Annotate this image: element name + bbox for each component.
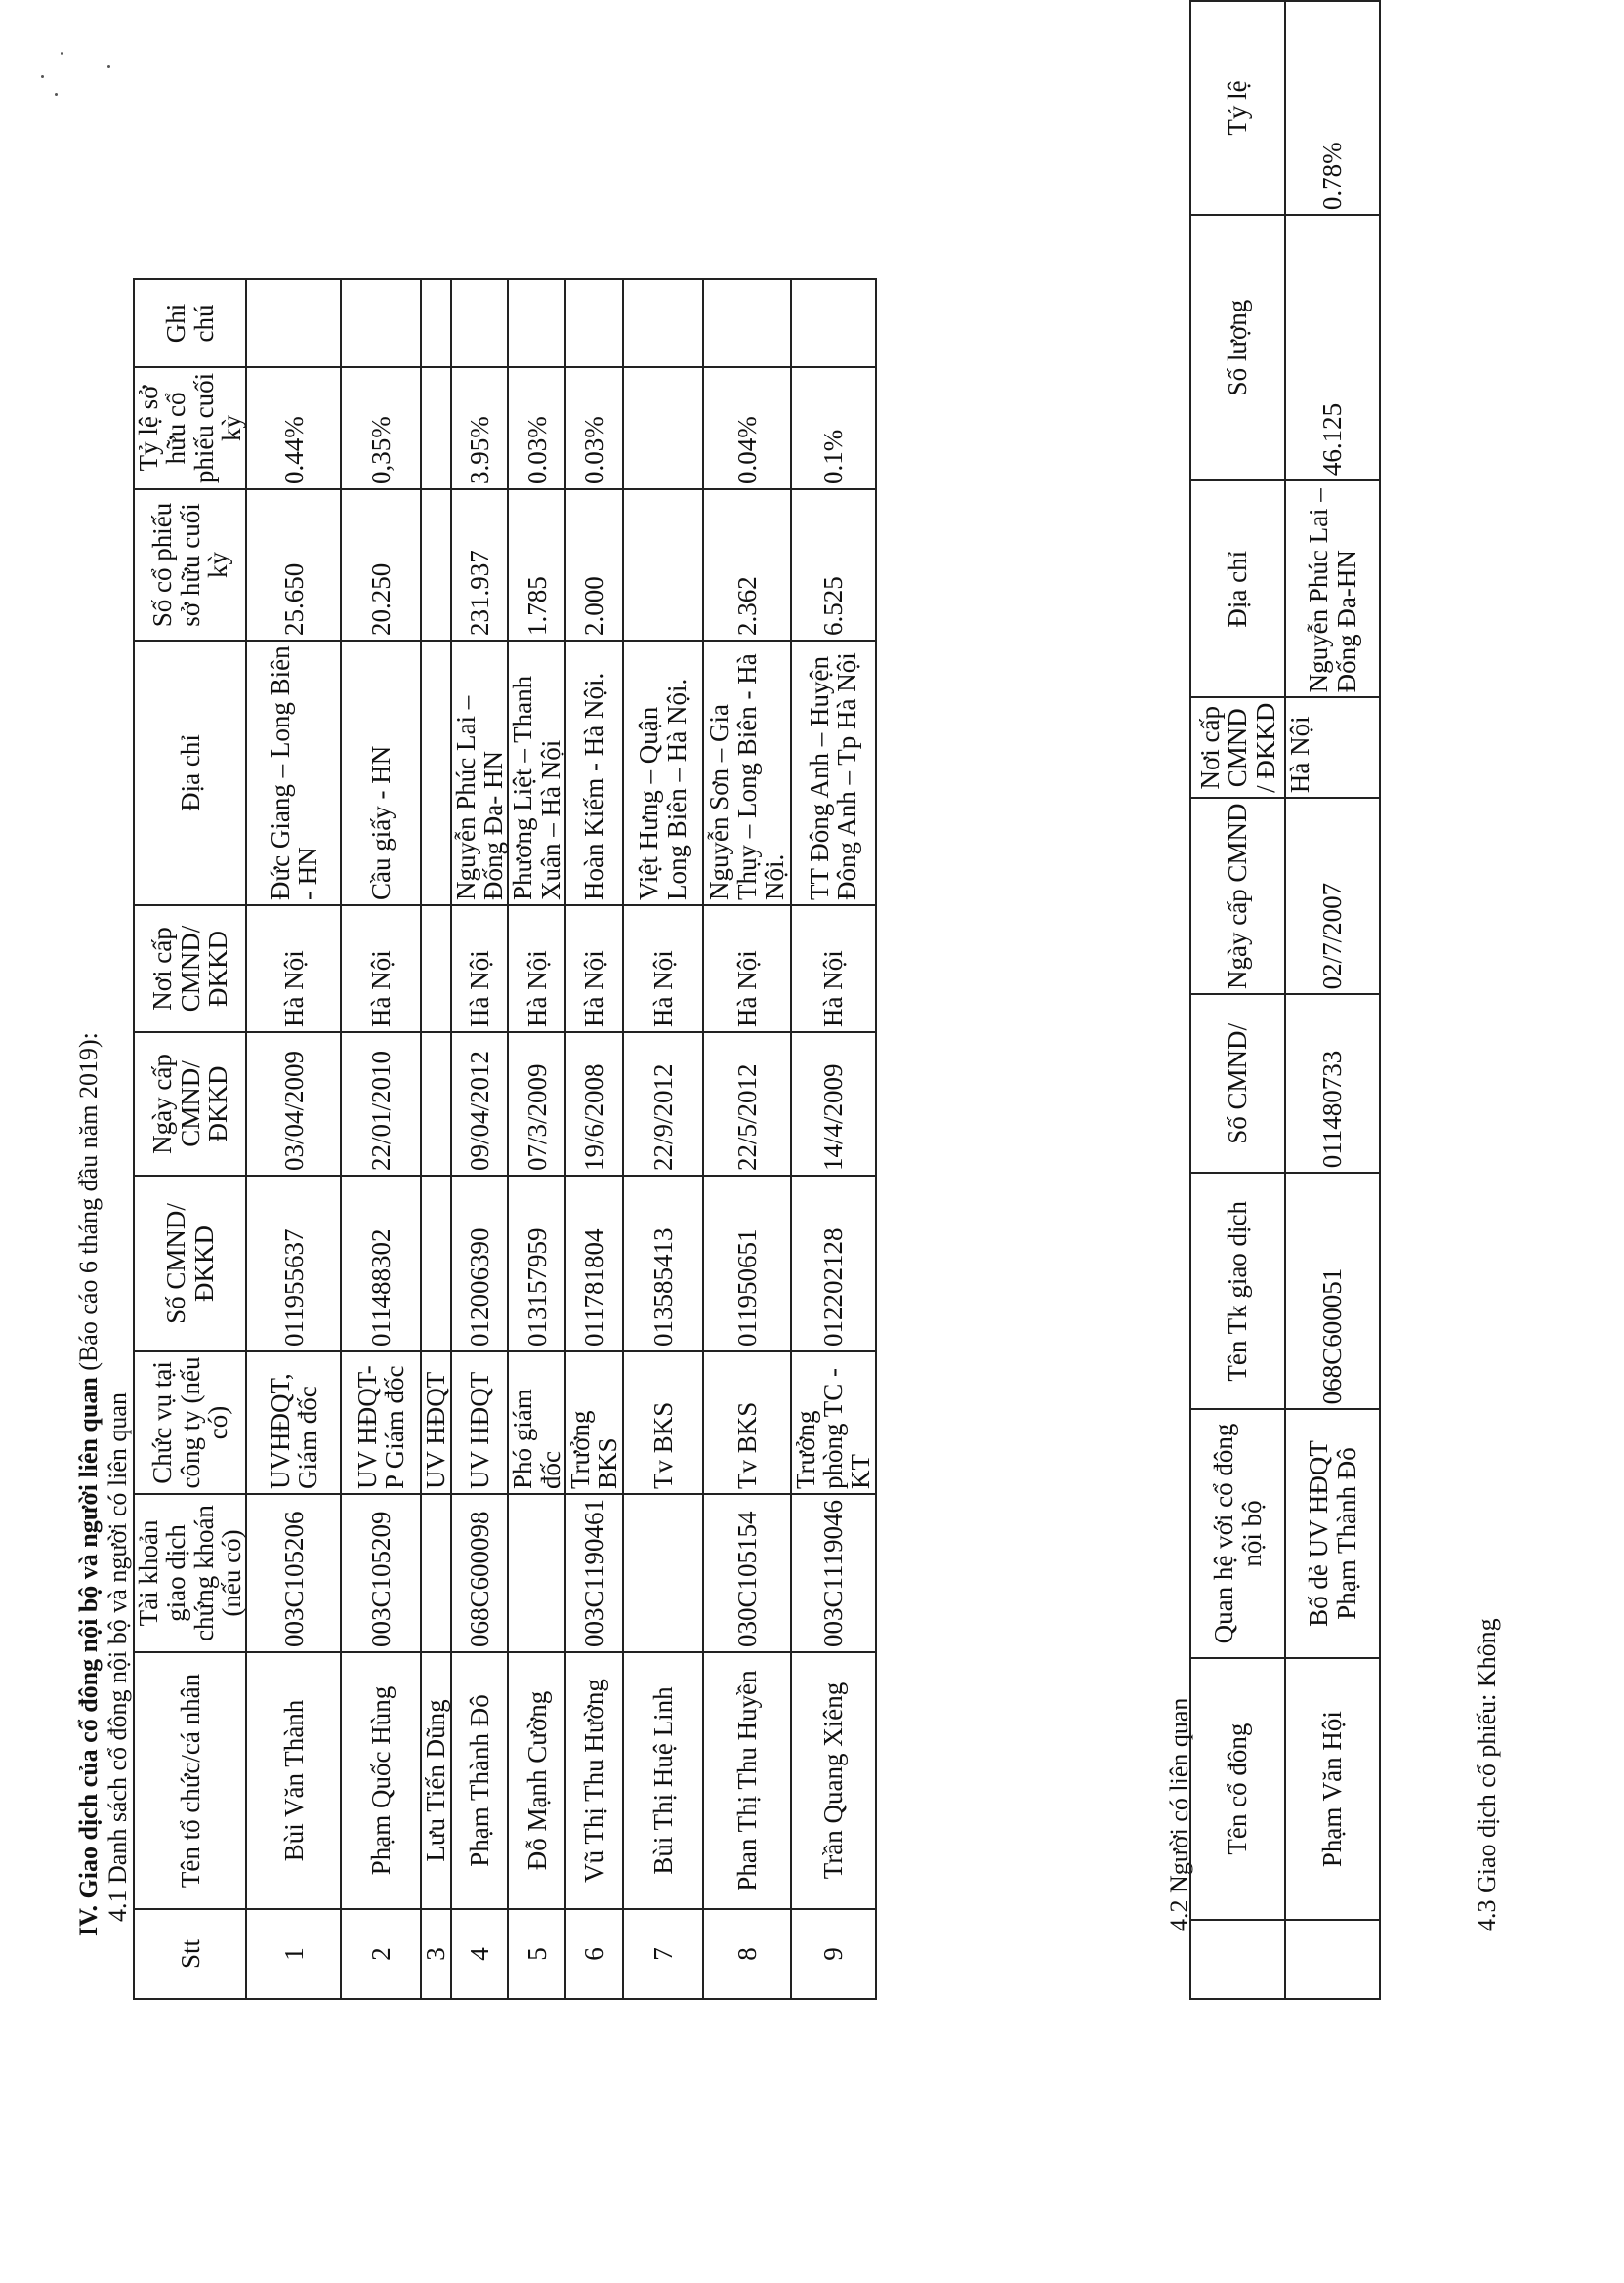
table-cell: Trưởng BKS <box>565 1351 623 1494</box>
table-cell: 2.362 <box>703 489 791 641</box>
table-cell: 068C600051 <box>1285 1173 1380 1409</box>
table-cell: 3 <box>421 1909 450 1999</box>
header-cell: Tài khoản giao dịch chứng khoán (nếu có) <box>134 1494 246 1652</box>
table-cell <box>623 489 703 641</box>
table-cell: Phương Liệt – Thanh Xuân – Hà Nội <box>508 641 565 905</box>
part-41-title: 4.1 Danh sách cổ đông nội bộ và người có liên quan <box>104 1392 132 1922</box>
header-cell: Nơi cấp CMND/ ĐKKD <box>134 905 246 1032</box>
table-cell: Hà Nội <box>791 905 876 1032</box>
table-cell: Tv BKS <box>703 1351 791 1494</box>
table-cell: 011955637 <box>246 1176 341 1351</box>
table-cell <box>623 1494 703 1652</box>
table-cell <box>421 489 450 641</box>
section-title: Giao dịch của cổ đông nội bộ và người liên quan <box>74 1377 103 1899</box>
table-cell: Nguyễn Phúc Lai – Đống Đa- HN <box>451 641 509 905</box>
header-cell: Số lượng <box>1190 215 1285 480</box>
table-cell: 14/4/2009 <box>791 1032 876 1176</box>
table-cell: 012202128 <box>791 1176 876 1351</box>
table-cell: 003C105206 <box>246 1494 341 1652</box>
table-cell: UV HĐQT-P Giám đốc <box>341 1351 421 1494</box>
header-cell: Tên Tk giao dịch <box>1190 1173 1285 1409</box>
header-cell: Tỷ lệ sở hữu cổ phiếu cuối kỳ <box>134 367 246 489</box>
table-cell: Phó giám đốc <box>508 1351 565 1494</box>
table-cell <box>421 641 450 905</box>
table-cell <box>508 279 565 367</box>
table-cell: Hà Nội <box>341 905 421 1032</box>
table-cell: 068C600098 <box>451 1494 509 1652</box>
table-cell: 003C1119046 <box>791 1494 876 1652</box>
header-cell: Stt <box>134 1909 246 1999</box>
table-cell <box>246 279 341 367</box>
table-cell <box>421 905 450 1032</box>
table-cell <box>623 367 703 489</box>
table-cell: Đỗ Mạnh Cường <box>508 1652 565 1909</box>
table-cell: Lưu Tiến Dũng <box>421 1652 450 1909</box>
table-cell: 03/04/2009 <box>246 1032 341 1176</box>
table-cell: 013157959 <box>508 1176 565 1351</box>
insider-table-row <box>341 279 421 1999</box>
table-cell: Hà Nội <box>508 905 565 1032</box>
table-cell: 0.1% <box>791 367 876 489</box>
table-cell: 3.95% <box>451 367 509 489</box>
section-note: (Báo cáo 6 tháng đầu năm 2019): <box>74 1032 103 1371</box>
header-cell: Số CMND/ ĐKKD <box>134 1176 246 1351</box>
header-cell: Địa chỉ <box>1190 480 1285 697</box>
table-cell: 011950651 <box>703 1176 791 1351</box>
insider-table-row <box>421 279 450 1999</box>
table-cell: Hà Nội <box>451 905 509 1032</box>
table-cell: 07/3/2009 <box>508 1032 565 1176</box>
insider-table-row <box>791 279 876 1999</box>
insider-table-header <box>134 279 246 1999</box>
insider-table-row <box>623 279 703 1999</box>
table-cell: 7 <box>623 1909 703 1999</box>
table-cell: 030C105154 <box>703 1494 791 1652</box>
related-table <box>1189 0 1381 2000</box>
table-cell: Hoàn Kiếm - Hà Nội. <box>565 641 623 905</box>
insider-table-row <box>703 279 791 1999</box>
table-cell <box>1285 1921 1380 2000</box>
table-cell <box>421 1176 450 1351</box>
header-cell: Tên tổ chức/cá nhân <box>134 1652 246 1909</box>
table-cell <box>791 279 876 367</box>
header-cell: Số cổ phiếu sở hữu cuối kỳ <box>134 489 246 641</box>
table-cell: Việt Hưng – Quận Long Biên – Hà Nội. <box>623 641 703 905</box>
header-cell: Ngày cấp CMND <box>1190 798 1285 994</box>
table-cell: 46.125 <box>1285 215 1380 480</box>
header-cell: Ghi chú <box>134 279 246 367</box>
table-cell: 0.04% <box>703 367 791 489</box>
table-cell: 9 <box>791 1909 876 1999</box>
table-cell: 2.000 <box>565 489 623 641</box>
table-cell: TT Đông Anh – Huyện Đông Anh – Tp Hà Nội <box>791 641 876 905</box>
table-cell: UV HĐQT <box>421 1351 450 1494</box>
table-cell: Phan Thị Thu Huyền <box>703 1652 791 1909</box>
table-cell: 6 <box>565 1909 623 1999</box>
table-cell: UV HĐQT <box>451 1351 509 1494</box>
table-cell: Hà Nội <box>703 905 791 1032</box>
insider-table-row <box>508 279 565 1999</box>
part-43-title: 4.3 Giao dịch cổ phiếu: Không <box>1473 1618 1501 1931</box>
table-cell <box>421 1032 450 1176</box>
header-cell: Chức vụ tại công ty (nếu có) <box>134 1351 246 1494</box>
table-cell: 011781804 <box>565 1176 623 1351</box>
table-cell <box>421 1494 450 1652</box>
table-cell: 22/9/2012 <box>623 1032 703 1176</box>
table-cell: 0,35% <box>341 367 421 489</box>
table-cell: 0.78% <box>1285 1 1380 215</box>
table-cell: Bùi Thị Huệ Linh <box>623 1652 703 1909</box>
table-cell: Hà Nội <box>246 905 341 1032</box>
table-cell: Phạm Quốc Hùng <box>341 1652 421 1909</box>
table-cell: Cầu giấy - HN <box>341 641 421 905</box>
related-table-header <box>1190 1 1285 1999</box>
table-cell: Đức Giang – Long Biên - HN <box>246 641 341 905</box>
header-cell <box>1190 1921 1285 2000</box>
header-cell: Quan hệ với cổ đông nội bộ <box>1190 1409 1285 1657</box>
table-cell: 25.650 <box>246 489 341 641</box>
table-cell: 011488302 <box>341 1176 421 1351</box>
header-cell: Tỷ lệ <box>1190 1 1285 215</box>
table-cell: 1.785 <box>508 489 565 641</box>
table-cell: 19/6/2008 <box>565 1032 623 1176</box>
table-cell <box>703 279 791 367</box>
table-cell: 1 <box>246 1909 341 1999</box>
table-cell: Nguyễn Phúc Lai – Đống Đa-HN <box>1285 480 1380 697</box>
table-cell: Hà Nội <box>623 905 703 1032</box>
section-heading <box>74 1032 104 1936</box>
table-cell: Tv BKS <box>623 1351 703 1494</box>
table-cell: 0.44% <box>246 367 341 489</box>
table-cell: 5 <box>508 1909 565 1999</box>
header-cell: Số CMND/ <box>1190 994 1285 1173</box>
header-cell: Ngày cấp CMND/ ĐKKD <box>134 1032 246 1176</box>
header-cell: Tên cổ đông <box>1190 1658 1285 1921</box>
table-cell: Trưởng phòng TC - KT <box>791 1351 876 1494</box>
header-cell: Địa chỉ <box>134 641 246 905</box>
table-cell: 4 <box>451 1909 509 1999</box>
table-cell: 012006390 <box>451 1176 509 1351</box>
insider-table-row <box>451 279 509 1999</box>
table-cell: 011480733 <box>1285 994 1380 1173</box>
table-cell: 20.250 <box>341 489 421 641</box>
table-cell <box>565 279 623 367</box>
table-cell <box>623 279 703 367</box>
table-cell: UVHĐQT, Giám đốc <box>246 1351 341 1494</box>
insider-table-row <box>565 279 623 1999</box>
table-cell: 8 <box>703 1909 791 1999</box>
table-cell: 02/7/2007 <box>1285 798 1380 994</box>
table-cell: Vũ Thị Thu Hường <box>565 1652 623 1909</box>
table-cell: Phạm Thành Đô <box>451 1652 509 1909</box>
table-cell <box>341 279 421 367</box>
table-cell: 003C1190461 <box>565 1494 623 1652</box>
insider-table-row <box>246 279 341 1999</box>
table-cell <box>421 367 450 489</box>
table-cell <box>508 1494 565 1652</box>
table-cell: Bố đẻ UV HĐQT Phạm Thành Đô <box>1285 1409 1380 1657</box>
table-cell: Trần Quang Xiêng <box>791 1652 876 1909</box>
table-cell: 22/5/2012 <box>703 1032 791 1176</box>
insider-table <box>133 278 877 2000</box>
section-number: IV. <box>74 1904 103 1936</box>
table-cell: 0.03% <box>508 367 565 489</box>
part-42-title: 4.2 Người có liên quan <box>1165 1697 1193 1931</box>
table-cell: Hà Nội <box>565 905 623 1032</box>
table-cell: Hà Nội <box>1285 697 1380 798</box>
table-cell: Nguyễn Sơn – Gia Thụy – Long Biên - Hà Nội. <box>703 641 791 905</box>
table-cell <box>451 279 509 367</box>
table-cell: Bùi Văn Thành <box>246 1652 341 1909</box>
related-table-row <box>1285 1 1380 1999</box>
table-cell: Phạm Văn Hội <box>1285 1658 1380 1921</box>
table-cell: 231.937 <box>451 489 509 641</box>
table-cell <box>421 279 450 367</box>
table-cell: 003C105209 <box>341 1494 421 1652</box>
table-cell: 2 <box>341 1909 421 1999</box>
table-cell: 013585413 <box>623 1176 703 1351</box>
table-cell: 6.525 <box>791 489 876 641</box>
header-cell: Nơi cấp CMND / ĐKKD <box>1190 697 1285 798</box>
table-cell: 22/01/2010 <box>341 1032 421 1176</box>
table-cell: 0.03% <box>565 367 623 489</box>
table-cell: 09/04/2012 <box>451 1032 509 1176</box>
